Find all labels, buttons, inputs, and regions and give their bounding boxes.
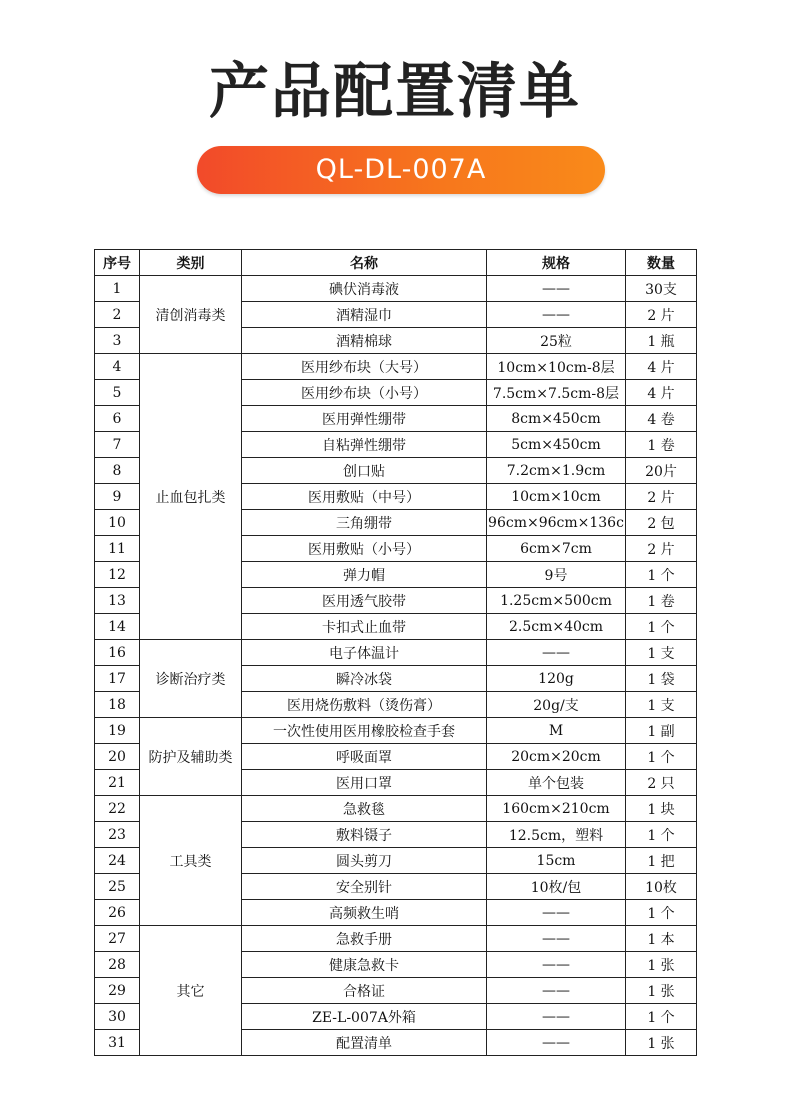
cell-no: 16: [95, 640, 140, 666]
cell-spec: 6cm×7cm: [487, 536, 626, 562]
header-no: 序号: [95, 250, 140, 276]
cell-qty: 1 个: [626, 822, 697, 848]
cell-spec: 96cm×96cm×136c: [487, 510, 626, 536]
cell-category: 止血包扎类: [140, 354, 242, 640]
cell-no: 28: [95, 952, 140, 978]
cell-name: 急救手册: [242, 926, 487, 952]
cell-name: 呼吸面罩: [242, 744, 487, 770]
cell-name: 高频救生哨: [242, 900, 487, 926]
cell-qty: 2 只: [626, 770, 697, 796]
cell-name: 医用弹性绷带: [242, 406, 487, 432]
cell-name: 医用纱布块（小号）: [242, 380, 487, 406]
cell-no: 30: [95, 1004, 140, 1030]
cell-spec: 9号: [487, 562, 626, 588]
cell-no: 14: [95, 614, 140, 640]
cell-qty: 1 支: [626, 692, 697, 718]
cell-qty: 1 块: [626, 796, 697, 822]
cell-qty: 30支: [626, 276, 697, 302]
cell-qty: 4 片: [626, 354, 697, 380]
cell-no: 31: [95, 1030, 140, 1056]
cell-spec: ——: [487, 640, 626, 666]
cell-spec: 2.5cm×40cm: [487, 614, 626, 640]
cell-no: 6: [95, 406, 140, 432]
header-name: 名称: [242, 250, 487, 276]
cell-name: ZE-L-007A外箱: [242, 1004, 487, 1030]
cell-name: 自粘弹性绷带: [242, 432, 487, 458]
cell-no: 21: [95, 770, 140, 796]
cell-spec: ——: [487, 276, 626, 302]
cell-name: 电子体温计: [242, 640, 487, 666]
cell-qty: 2 包: [626, 510, 697, 536]
cell-spec: ——: [487, 900, 626, 926]
cell-name: 安全别针: [242, 874, 487, 900]
cell-spec: 5cm×450cm: [487, 432, 626, 458]
cell-name: 医用敷贴（中号）: [242, 484, 487, 510]
cell-qty: 4 卷: [626, 406, 697, 432]
cell-no: 25: [95, 874, 140, 900]
cell-spec: ——: [487, 978, 626, 1004]
cell-spec: ——: [487, 1004, 626, 1030]
table-body: [95, 276, 697, 1056]
cell-qty: 1 卷: [626, 432, 697, 458]
cell-spec: 10cm×10cm: [487, 484, 626, 510]
cell-qty: 2 片: [626, 484, 697, 510]
cell-spec: 120g: [487, 666, 626, 692]
cell-category: 防护及辅助类: [140, 718, 242, 796]
cell-name: 医用透气胶带: [242, 588, 487, 614]
cell-no: 18: [95, 692, 140, 718]
cell-no: 26: [95, 900, 140, 926]
table-row: [95, 354, 697, 380]
cell-spec: 7.5cm×7.5cm-8层: [487, 380, 626, 406]
cell-spec: ——: [487, 302, 626, 328]
cell-qty: 1 袋: [626, 666, 697, 692]
cell-spec: ——: [487, 926, 626, 952]
cell-spec: 10cm×10cm-8层: [487, 354, 626, 380]
cell-name: 酒精湿巾: [242, 302, 487, 328]
header-qty: 数量: [626, 250, 697, 276]
cell-name: 医用烧伤敷料（烫伤膏）: [242, 692, 487, 718]
cell-qty: 1 支: [626, 640, 697, 666]
cell-name: 健康急救卡: [242, 952, 487, 978]
cell-spec: ——: [487, 1030, 626, 1056]
cell-name: 卡扣式止血带: [242, 614, 487, 640]
header-spec: 规格: [487, 250, 626, 276]
cell-category: 诊断治疗类: [140, 640, 242, 718]
cell-name: 急救毯: [242, 796, 487, 822]
cell-no: 29: [95, 978, 140, 1004]
cell-name: 合格证: [242, 978, 487, 1004]
cell-no: 27: [95, 926, 140, 952]
cell-qty: 1 本: [626, 926, 697, 952]
cell-qty: 1 把: [626, 848, 697, 874]
cell-category: 工具类: [140, 796, 242, 926]
cell-spec: 25粒: [487, 328, 626, 354]
cell-qty: 1 张: [626, 1030, 697, 1056]
cell-no: 3: [95, 328, 140, 354]
cell-no: 24: [95, 848, 140, 874]
table-header-row: [95, 250, 697, 276]
cell-qty: 1 卷: [626, 588, 697, 614]
cell-qty: 1 瓶: [626, 328, 697, 354]
cell-no: 2: [95, 302, 140, 328]
cell-qty: 2 片: [626, 536, 697, 562]
table-row: [95, 640, 697, 666]
cell-no: 1: [95, 276, 140, 302]
cell-no: 17: [95, 666, 140, 692]
cell-no: 4: [95, 354, 140, 380]
config-table: [94, 249, 697, 1056]
cell-no: 8: [95, 458, 140, 484]
cell-spec: 7.2cm×1.9cm: [487, 458, 626, 484]
cell-qty: 1 个: [626, 614, 697, 640]
cell-qty: 1 个: [626, 562, 697, 588]
table-row: [95, 796, 697, 822]
cell-spec: 10枚/包: [487, 874, 626, 900]
cell-name: 酒精棉球: [242, 328, 487, 354]
cell-spec: 20g/支: [487, 692, 626, 718]
cell-category: 清创消毒类: [140, 276, 242, 354]
cell-spec: 8cm×450cm: [487, 406, 626, 432]
cell-name: 敷料镊子: [242, 822, 487, 848]
cell-spec: 1.25cm×500cm: [487, 588, 626, 614]
cell-name: 一次性使用医用橡胶检查手套: [242, 718, 487, 744]
cell-spec: 15cm: [487, 848, 626, 874]
cell-spec: 单个包装: [487, 770, 626, 796]
page-title: 产品配置清单: [209, 57, 581, 127]
cell-name: 圆头剪刀: [242, 848, 487, 874]
cell-name: 弹力帽: [242, 562, 487, 588]
cell-no: 11: [95, 536, 140, 562]
cell-qty: 1 张: [626, 952, 697, 978]
cell-category: 其它: [140, 926, 242, 1056]
table-row: [95, 718, 697, 744]
cell-name: 碘伏消毒液: [242, 276, 487, 302]
cell-no: 19: [95, 718, 140, 744]
model-badge: QL-DL-007A: [197, 146, 605, 194]
cell-no: 20: [95, 744, 140, 770]
header-category: 类别: [140, 250, 242, 276]
cell-name: 创口贴: [242, 458, 487, 484]
cell-no: 12: [95, 562, 140, 588]
cell-no: 9: [95, 484, 140, 510]
cell-no: 22: [95, 796, 140, 822]
cell-qty: 2 片: [626, 302, 697, 328]
cell-qty: 1 个: [626, 900, 697, 926]
cell-no: 23: [95, 822, 140, 848]
cell-name: 医用纱布块（大号）: [242, 354, 487, 380]
cell-qty: 1 个: [626, 1004, 697, 1030]
cell-qty: 1 副: [626, 718, 697, 744]
cell-no: 10: [95, 510, 140, 536]
cell-qty: 1 张: [626, 978, 697, 1004]
cell-no: 13: [95, 588, 140, 614]
cell-spec: 160cm×210cm: [487, 796, 626, 822]
cell-qty: 10枚: [626, 874, 697, 900]
cell-name: 配置清单: [242, 1030, 487, 1056]
cell-qty: 4 片: [626, 380, 697, 406]
cell-spec: M: [487, 718, 626, 744]
cell-no: 7: [95, 432, 140, 458]
cell-no: 5: [95, 380, 140, 406]
table-row: [95, 926, 697, 952]
cell-spec: ——: [487, 952, 626, 978]
cell-name: 三角绷带: [242, 510, 487, 536]
cell-qty: 20片: [626, 458, 697, 484]
cell-name: 医用敷贴（小号）: [242, 536, 487, 562]
cell-spec: 12.5cm，塑料: [487, 822, 626, 848]
cell-qty: 1 个: [626, 744, 697, 770]
table-row: [95, 276, 697, 302]
cell-name: 瞬冷冰袋: [242, 666, 487, 692]
cell-name: 医用口罩: [242, 770, 487, 796]
cell-spec: 20cm×20cm: [487, 744, 626, 770]
